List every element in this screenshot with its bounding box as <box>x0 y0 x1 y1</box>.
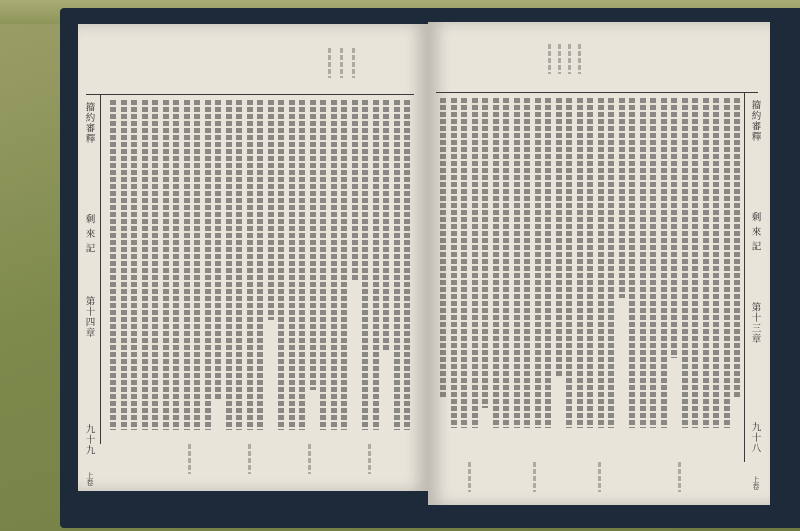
text-column <box>404 100 410 430</box>
text-column <box>226 100 232 430</box>
text-column <box>514 98 520 428</box>
text-column <box>131 100 137 430</box>
footnote-mark <box>468 462 471 492</box>
text-column <box>713 98 719 428</box>
text-column <box>331 100 337 430</box>
text-column <box>268 100 274 320</box>
text-column <box>724 98 730 428</box>
text-column <box>566 98 572 428</box>
text-column <box>362 100 368 430</box>
right-page <box>428 22 770 505</box>
text-column <box>692 98 698 428</box>
footnote-mark <box>533 462 536 492</box>
page-number: 九十九 <box>83 424 95 456</box>
text-column <box>451 98 457 428</box>
text-column <box>383 100 389 350</box>
footnote-mark <box>558 44 561 74</box>
footnote-mark <box>340 48 343 78</box>
text-column <box>299 100 305 430</box>
text-column <box>556 98 562 378</box>
footnote-mark <box>352 48 355 78</box>
text-column <box>440 98 446 398</box>
text-column <box>394 100 400 430</box>
text-column <box>524 98 530 428</box>
footnote-mark <box>188 444 191 474</box>
text-column <box>734 98 740 398</box>
text-column <box>341 100 347 430</box>
text-column <box>215 100 221 400</box>
text-column <box>671 98 677 358</box>
text-column <box>373 100 379 430</box>
section-name: 剩 來 記 <box>749 212 761 252</box>
text-column <box>661 98 667 428</box>
left-page <box>78 24 428 491</box>
text-column <box>320 100 326 430</box>
text-column <box>472 98 478 428</box>
text-column <box>121 100 127 430</box>
footnote-mark <box>248 444 251 474</box>
page-number: 九十八 <box>749 422 761 454</box>
corner-label: 上卷 <box>752 476 760 490</box>
text-column <box>257 100 263 430</box>
text-column <box>352 100 358 280</box>
footnote-mark <box>328 48 331 78</box>
header-notes-band <box>104 44 404 94</box>
text-column <box>152 100 158 430</box>
text-column <box>535 98 541 428</box>
text-column <box>587 98 593 428</box>
text-column <box>247 100 253 430</box>
footnote-mark <box>548 44 551 74</box>
text-column <box>482 98 488 408</box>
text-column <box>682 98 688 428</box>
corner-label: 上卷 <box>86 472 94 486</box>
chapter-label: 第十四章 <box>83 296 95 338</box>
footnote-mark <box>308 444 311 474</box>
text-column <box>545 98 551 428</box>
book-title: 籀約審釋 <box>83 102 95 144</box>
text-column <box>278 100 284 430</box>
text-column <box>608 98 614 428</box>
text-column <box>577 98 583 428</box>
text-column <box>289 100 295 430</box>
text-column <box>598 98 604 428</box>
top-rule <box>86 94 414 95</box>
top-rule <box>436 92 758 93</box>
footnote-mark <box>598 462 601 492</box>
text-column <box>461 98 467 428</box>
text-column <box>173 100 179 430</box>
text-column <box>310 100 316 390</box>
footnote-mark <box>578 44 581 74</box>
text-column <box>493 98 499 428</box>
text-column <box>194 100 200 430</box>
text-column <box>629 98 635 428</box>
text-column <box>205 100 211 430</box>
text-column <box>236 100 242 430</box>
footnote-mark <box>678 462 681 492</box>
book-title: 籀約審釋 <box>749 100 761 142</box>
text-column <box>163 100 169 430</box>
section-name: 剩 來 記 <box>83 214 95 254</box>
margin-rule <box>100 94 101 444</box>
margin-rule <box>744 92 745 462</box>
text-column <box>640 98 646 428</box>
text-column <box>703 98 709 428</box>
text-column <box>142 100 148 430</box>
text-column <box>110 100 116 430</box>
footnote-mark <box>568 44 571 74</box>
footnote-mark <box>368 444 371 474</box>
text-column <box>503 98 509 428</box>
chapter-label: 第十三章 <box>749 302 761 344</box>
text-column <box>184 100 190 430</box>
text-column <box>650 98 656 428</box>
text-column <box>619 98 625 298</box>
